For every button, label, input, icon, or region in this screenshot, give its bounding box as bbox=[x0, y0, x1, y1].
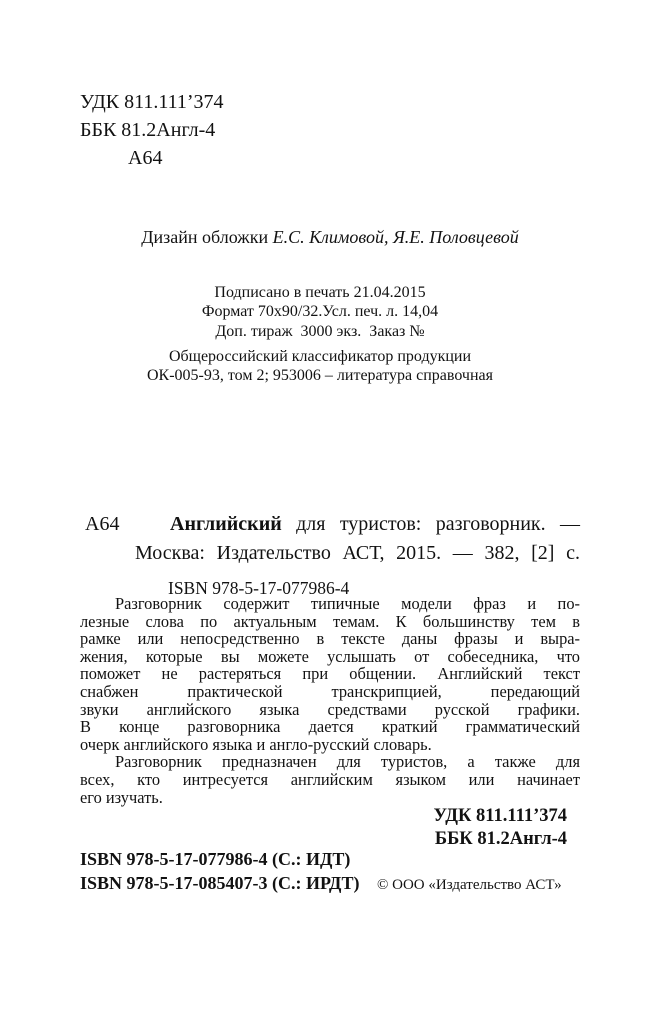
text-line: звуки английского языка средствами русской графики. bbox=[80, 699, 580, 719]
top-codes-block bbox=[80, 88, 224, 172]
cover-design-line bbox=[80, 226, 580, 248]
bottom-codes-block bbox=[80, 805, 567, 850]
text-line: снабжен практической транскрипцией, передающий bbox=[80, 681, 580, 701]
bottom-udc-code: УДК 811.111’374 bbox=[433, 806, 567, 826]
isbn-lines-block bbox=[80, 848, 580, 895]
bbk-code: ББК 81.2Англ-4 bbox=[80, 119, 216, 141]
isbn-line-1: ISBN 978-5-17-077986-4 (С.: ИДТ) bbox=[80, 849, 351, 869]
cover-designers: Е.С. Климовой, Я.Е. Половцевой bbox=[272, 227, 519, 247]
card-title-rest: для туристов: разговорник. — bbox=[281, 513, 580, 535]
cover-design-label: Дизайн обложки bbox=[141, 227, 273, 247]
text-line: всех, кто интресуется английским языком или начинает bbox=[80, 769, 580, 789]
isbn-line-2 bbox=[80, 872, 580, 896]
annotation-paragraph-2 bbox=[80, 753, 580, 806]
text-line: очерк английского языка и англо-русский словарь. bbox=[80, 734, 432, 754]
isbn-2-text: ISBN 978-5-17-085407-3 (С.: ИРДТ) bbox=[80, 872, 360, 893]
udc-code: УДК 811.111’374 bbox=[80, 91, 224, 113]
classifier-block bbox=[70, 347, 570, 386]
text-line: жения, которые вы можете услышать от собеседника, что bbox=[80, 646, 580, 666]
text-line: Формат 70х90/32.Усл. печ. л. 14,04 bbox=[201, 303, 439, 321]
text-line: его изучать. bbox=[80, 787, 163, 807]
catalog-card bbox=[80, 510, 580, 603]
book-title: Английский bbox=[170, 513, 282, 535]
annotation-block bbox=[80, 595, 580, 806]
card-publisher-line: Москва: Издательство АСТ, 2015. — 382, [2] с. bbox=[135, 542, 580, 564]
card-title-line bbox=[135, 510, 580, 539]
card-isbn: ISBN 978-5-17-077986-4 bbox=[168, 578, 350, 598]
catalog-author-sign: А64 bbox=[85, 513, 120, 535]
bottom-bbk-code: ББК 81.2Англ-4 bbox=[434, 828, 567, 849]
catalog-card-body bbox=[135, 510, 580, 603]
text-line: рамке или непосредственно в тексте даны фразы и выра- bbox=[80, 629, 580, 649]
text-line: ОК-005-93, том 2; 953006 – литература справочная bbox=[146, 367, 493, 385]
text-line: Разговорник содержит типичные модели фраз и по- bbox=[115, 594, 580, 613]
text-line: В конце разговорника дается краткий грамматический bbox=[80, 717, 580, 737]
print-info-block bbox=[70, 283, 570, 341]
text-line: поможет не растеряться при общении. Английский текст bbox=[80, 664, 580, 684]
copyright-notice: © ООО «Издательство АСТ» bbox=[377, 876, 562, 893]
annotation-paragraph-1 bbox=[80, 595, 580, 753]
text-line: Общероссийский классификатор продукции bbox=[168, 348, 472, 365]
text-line: лезные слова по актуальным темам. К большинству тем в bbox=[80, 611, 580, 631]
text-line: Разговорник предназначен для туристов, а также для bbox=[115, 752, 580, 772]
text-line: Доп. тираж 3000 экз. Заказ № bbox=[215, 322, 425, 340]
text-line: Подписано в печать 21.04.2015 bbox=[214, 284, 426, 301]
author-sign: А64 bbox=[128, 147, 163, 169]
